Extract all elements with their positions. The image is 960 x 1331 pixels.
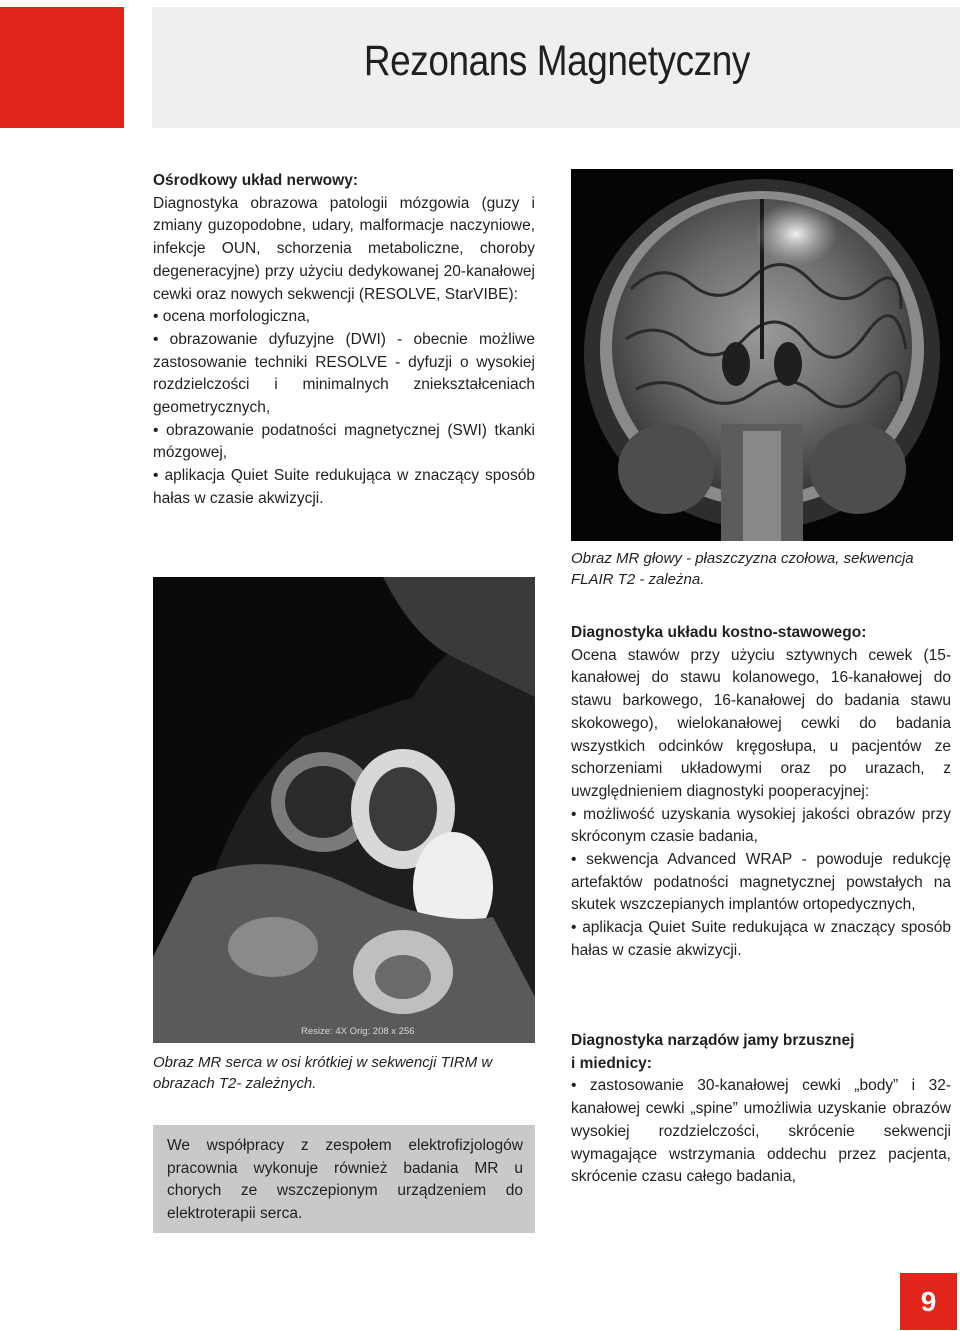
cns-list [153,306,535,510]
page-number: 9 [900,1273,957,1330]
abdomen-item: • zastosowanie 30-kanałowej cewki „body” i 32-kanałowej cewki „spine” umożliwia uzyskanie obrazów wysokiej rozdzielczości, skrócenie sekwencji wymagające wstrzymania oddechu przez pacjenta, skrócenie czasu całego badania, [571,1075,951,1189]
musculoskeletal-item: • aplikacja Quiet Suite redukująca w znaczący sposób hałas w czasie akwizycji. [571,917,951,962]
musculoskeletal-heading: Diagnostyka układu kostno-stawowego: [571,624,867,641]
abdomen-heading-line1: Diagnostyka narządów jamy brzusznej [571,1032,855,1049]
cns-section [153,170,535,511]
cns-item: • ocena morfologiczna, [153,306,535,329]
cns-heading: Ośrodkowy układ nerwowy: [153,172,358,189]
musculoskeletal-item: • możliwość uzyskania wysokiej jakości obrazów przy skróconym czasie badania, [571,804,951,849]
image-resize-label: Resize: 4X Orig: 208 x 256 [301,1026,415,1037]
musculoskeletal-item: • sekwencja Advanced WRAP - powoduje redukcję artefaktów podatności magnetycznej powstałych na skutek wszczepianych implantów ortopedycznych, [571,849,951,917]
cns-item: • obrazowanie dyfuzyjne (DWI) - obecnie możliwe zastosowanie techniki RESOLVE - dyfuzji o wysokiej rozdzielczości i minimalnych zniekształceniach geometrycznych, [153,329,535,420]
cns-item: • obrazowanie podatności magnetycznej (SWI) tkanki mózgowej, [153,420,535,465]
mri-heart-short-axis-image [153,577,535,1043]
musculoskeletal-list [571,804,951,963]
heart-scan-graphic [153,577,535,1043]
cns-intro: Diagnostyka obrazowa patologii mózgowia (guzy i zmiany guzopodobne, udary, malformacje naczyniowe, infekcje OUN, schorzenia metaboliczne, choroby degeneracyjne) przy użyciu dedykowanej 20-kanałowej cewki oraz nowych sekwencji (RESOLVE, StarVIBE): [153,194,535,303]
header-band [152,7,960,128]
abdomen-section [571,1030,951,1189]
header-accent-block [0,7,124,128]
cns-item: • aplikacja Quiet Suite redukująca w znaczący sposób hałas w czasie akwizycji. [153,465,535,510]
musculoskeletal-section [571,622,951,963]
musculoskeletal-intro: Ocena stawów przy użyciu sztywnych cewek (15-kanałowej do stawu kolanowego, 16-kanałowej do stawu barkowego, 16-kanałowej do badania stawu skokowego), wielokanałowej cewki do badania wszystkich odcinków kręgosłupa, u pacjentów ze schorzeniami układowymi oraz po urazach, z uwzględnieniem diagnostyki pooperacyjnej: [571,646,951,800]
abdomen-heading-line2: i miednicy: [571,1054,652,1072]
brain-scan-graphic [571,169,953,541]
electrotherapy-note-box [153,1125,535,1233]
note-text: We współpracy z zespołem elektrofizjologów pracownia wykonuje również badania MR u chorych ze wszczepionym urządzeniem do elektroterapii serca. [167,1137,523,1223]
mri-brain-coronal-image [571,169,953,541]
heart-image-caption: Obraz MR serca w osi krótkiej w sekwencji TIRM w obrazach T2- zależnych. [153,1054,493,1092]
brain-image-caption: Obraz MR głowy - płaszczyzna czołowa, sekwencja FLAIR T2 - zależna. [571,550,914,588]
abdomen-list [571,1075,951,1189]
page-title: Rezonans Magnetyczny [363,37,750,85]
